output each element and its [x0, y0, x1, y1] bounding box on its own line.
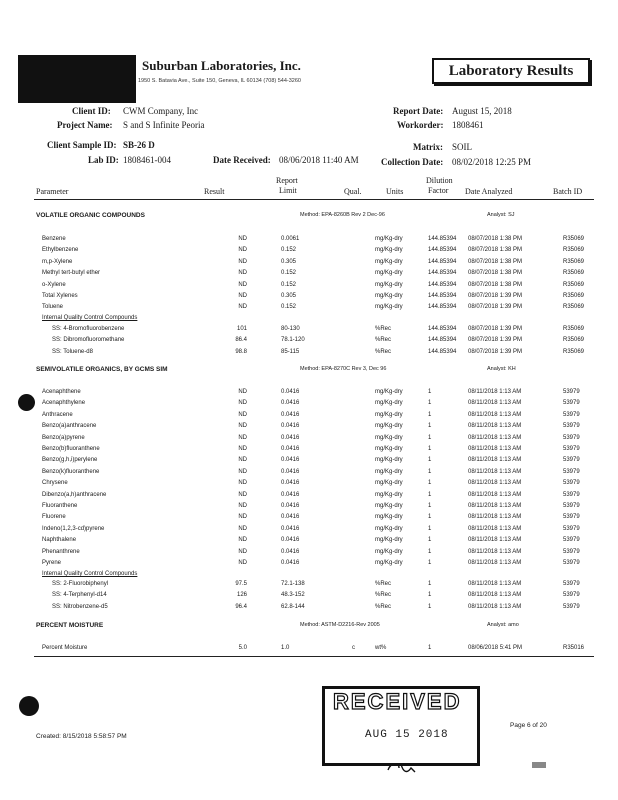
limit-cell: 0.305	[281, 258, 297, 265]
limit-cell: 0.152	[281, 247, 297, 254]
units-cell: mg/Kg-dry	[375, 548, 403, 555]
parameter-cell: Toluene	[42, 304, 64, 311]
parameter-cell: Anthracene	[42, 411, 73, 418]
table-row	[0, 604, 618, 613]
section-analyst: Analyst: SJ	[487, 212, 515, 218]
factor-cell: 1	[428, 503, 432, 509]
limit-cell: 0.0416	[281, 525, 300, 532]
parameter-cell: Pyrene	[42, 560, 62, 566]
batch-cell: 53979	[563, 592, 580, 599]
date-cell: 08/11/2018 1:13 AM	[468, 446, 522, 452]
table-row	[0, 549, 618, 558]
limit-cell: 0.0416	[281, 468, 300, 475]
factor-cell: 144.85394	[428, 348, 457, 355]
parameter-cell: SS: 2-Fluorobiphenyl	[52, 581, 109, 587]
batch-cell: 53979	[563, 400, 580, 407]
date-received-label: Date Received:	[213, 155, 271, 165]
factor-cell: 1	[428, 400, 432, 407]
client-sample-id-value: SB-26 D	[123, 140, 155, 150]
batch-cell: R35069	[563, 337, 585, 344]
date-cell: 08/07/2018 1:39 PM	[468, 337, 523, 344]
result-cell: 97.5	[235, 581, 247, 587]
result-cell: ND	[238, 400, 247, 407]
client-sample-id-label: Client Sample ID:	[47, 140, 117, 150]
table-row	[0, 270, 618, 279]
table-row	[0, 349, 618, 358]
parameter-cell: Chrysene	[42, 480, 68, 487]
batch-cell: R35069	[563, 270, 585, 277]
batch-cell: R35069	[563, 247, 585, 254]
units-cell: %Rec	[375, 348, 392, 355]
limit-cell: 72.1-138	[281, 581, 305, 587]
limit-cell: 62.8-144	[281, 603, 305, 610]
batch-cell: 53979	[563, 446, 580, 452]
col-parameter: Parameter	[36, 187, 69, 196]
table-row	[0, 423, 618, 432]
units-cell: wt%	[375, 645, 387, 651]
section-method: Method: ASTM-D2216-Rev 2005	[300, 622, 380, 628]
lab-name: Suburban Laboratories, Inc.	[142, 58, 301, 73]
factor-cell: 144.85394	[428, 258, 457, 265]
date-cell: 08/11/2018 1:13 AM	[468, 603, 522, 610]
section-analyst: Analyst: amo	[487, 622, 519, 628]
parameter-cell: Total Xylenes	[42, 293, 78, 299]
qual-cell: c	[352, 645, 355, 651]
units-cell: mg/Kg-dry	[375, 503, 403, 509]
parameter-cell: Benzo(k)fluoranthene	[42, 468, 100, 475]
project-name-label: Project Name:	[57, 120, 113, 130]
parameter-cell: Benzene	[42, 236, 66, 242]
batch-cell: 53979	[563, 603, 580, 610]
factor-cell: 144.85394	[428, 293, 457, 299]
parameter-cell: Dibenzo(a,h)anthracene	[42, 491, 107, 498]
batch-cell: 53979	[563, 480, 580, 487]
parameter-cell: Percent Moisture	[42, 645, 88, 651]
limit-cell: 0.0061	[281, 236, 300, 242]
limit-cell: 0.0416	[281, 400, 300, 407]
result-cell: 101	[236, 326, 247, 332]
collection-date-label: Collection Date:	[381, 157, 444, 167]
table-row	[0, 560, 618, 569]
result-cell: ND	[238, 503, 247, 509]
parameter-cell: Naphthalene	[42, 537, 77, 544]
units-cell: %Rec	[375, 326, 392, 332]
matrix-value: SOIL	[452, 142, 472, 152]
date-received-value: 08/06/2018 11:40 AM	[279, 155, 359, 165]
parameter-cell: Acenaphthene	[42, 389, 81, 395]
received-stamp	[322, 686, 480, 766]
units-cell: mg/Kg-dry	[375, 258, 403, 265]
scan-mark	[532, 762, 546, 768]
table-row	[0, 457, 618, 466]
result-cell: ND	[238, 457, 247, 464]
matrix-label: Matrix:	[413, 142, 443, 152]
units-cell: mg/Kg-dry	[375, 247, 403, 254]
factor-cell: 1	[428, 434, 432, 441]
section-title: SEMIVOLATILE ORGANICS, BY GCMS SIM	[36, 366, 168, 373]
limit-cell: 0.0416	[281, 514, 300, 521]
table-row	[0, 412, 618, 421]
units-cell: mg/Kg-dry	[375, 423, 403, 430]
limit-cell: 0.0416	[281, 423, 300, 430]
factor-cell: 1	[428, 603, 432, 610]
factor-cell: 1	[428, 581, 432, 587]
factor-cell: 144.85394	[428, 337, 457, 344]
parameter-cell: Methyl tert-butyl ether	[42, 270, 101, 277]
result-cell: ND	[238, 468, 247, 475]
table-row	[0, 503, 618, 512]
limit-cell: 0.0416	[281, 457, 300, 464]
workorder-label: Workorder:	[397, 120, 444, 130]
result-cell: ND	[238, 247, 247, 254]
date-cell: 08/06/2018 5:41 PM	[468, 645, 523, 651]
date-cell: 08/11/2018 1:13 AM	[468, 581, 522, 587]
parameter-cell: Ethylbenzene	[42, 247, 79, 254]
section-method: Method: EPA-8260B Rev 2 Dec-96	[300, 212, 385, 218]
factor-cell: 1	[428, 525, 432, 532]
units-cell: %Rec	[375, 592, 392, 599]
project-name-value: S and S Infinite Peoria	[123, 120, 205, 130]
table-row	[0, 400, 618, 409]
section-analyst: Analyst: KH	[487, 366, 516, 372]
result-cell: 5.0	[238, 645, 247, 651]
date-cell: 08/07/2018 1:39 PM	[468, 304, 523, 311]
table-row	[0, 326, 618, 335]
date-cell: 08/07/2018 1:38 PM	[468, 247, 523, 254]
parameter-cell: Benzo(b)fluoranthene	[42, 446, 100, 452]
result-cell: ND	[238, 525, 247, 532]
factor-cell: 144.85394	[428, 247, 457, 254]
lab-id-label: Lab ID:	[88, 155, 119, 165]
result-cell: 98.8	[235, 348, 247, 355]
table-row	[0, 480, 618, 489]
result-cell: ND	[238, 270, 247, 277]
batch-cell: 53979	[563, 491, 580, 498]
date-cell: 08/11/2018 1:13 AM	[468, 411, 522, 418]
limit-cell: 85-115	[281, 348, 300, 355]
batch-cell: 53979	[563, 503, 580, 509]
result-cell: ND	[238, 446, 247, 452]
limit-cell: 80-130	[281, 326, 300, 332]
table-row	[0, 293, 618, 302]
section-title: PERCENT MOISTURE	[36, 622, 104, 629]
date-cell: 08/11/2018 1:13 AM	[468, 592, 522, 599]
date-cell: 08/07/2018 1:38 PM	[468, 270, 523, 277]
table-row	[0, 526, 618, 535]
date-cell: 08/11/2018 1:13 AM	[468, 434, 522, 441]
parameter-cell: Indeno(1,2,3-cd)pyrene	[42, 525, 105, 532]
units-cell: %Rec	[375, 603, 392, 610]
batch-cell: R35069	[563, 348, 585, 355]
workorder-value: 1808461	[452, 120, 484, 130]
units-cell: mg/Kg-dry	[375, 411, 403, 418]
batch-cell: 53979	[563, 537, 580, 544]
section-method: Method: EPA-8270C Rev 3, Dec 96	[300, 366, 387, 372]
limit-cell: 1.0	[281, 645, 290, 651]
punch-hole-mark	[19, 696, 39, 716]
units-cell: mg/Kg-dry	[375, 525, 403, 532]
date-cell: 08/07/2018 1:38 PM	[468, 281, 523, 288]
units-cell: mg/Kg-dry	[375, 457, 403, 464]
batch-cell: R35016	[563, 645, 585, 651]
table-row	[0, 537, 618, 546]
limit-cell: 0.0416	[281, 560, 300, 566]
col-result: Result	[204, 187, 225, 196]
date-cell: 08/07/2018 1:39 PM	[468, 326, 523, 332]
units-cell: mg/Kg-dry	[375, 446, 403, 452]
date-cell: 08/11/2018 1:13 AM	[468, 537, 522, 544]
factor-cell: 144.85394	[428, 270, 457, 277]
result-cell: ND	[238, 560, 247, 566]
result-cell: ND	[238, 281, 247, 288]
batch-cell: R35069	[563, 304, 585, 311]
parameter-cell: m,p-Xylene	[42, 258, 73, 265]
limit-cell: 0.0416	[281, 446, 300, 452]
result-cell: ND	[238, 236, 247, 242]
parameter-cell: Acenaphthylene	[42, 400, 86, 407]
result-cell: ND	[238, 480, 247, 487]
limit-cell: 0.0416	[281, 480, 300, 487]
factor-cell: 144.85394	[428, 326, 457, 332]
punch-hole-mark	[18, 394, 35, 411]
date-cell: 08/11/2018 1:13 AM	[468, 400, 522, 407]
batch-cell: R35069	[563, 236, 585, 242]
date-cell: 08/11/2018 1:13 AM	[468, 560, 522, 566]
units-cell: mg/Kg-dry	[375, 560, 403, 566]
date-cell: 08/07/2018 1:39 PM	[468, 293, 523, 299]
limit-cell: 0.152	[281, 304, 297, 311]
factor-cell: 1	[428, 537, 432, 544]
factor-cell: 1	[428, 446, 432, 452]
date-cell: 08/11/2018 1:13 AM	[468, 389, 522, 395]
batch-cell: 53979	[563, 548, 580, 555]
date-cell: 08/11/2018 1:13 AM	[468, 525, 522, 532]
parameter-cell: SS: Dibromofluoromethane	[52, 337, 125, 344]
col-report-limit-1: Report	[276, 176, 298, 185]
limit-cell: 0.0416	[281, 389, 300, 395]
factor-cell: 1	[428, 560, 432, 566]
batch-cell: 53979	[563, 525, 580, 532]
batch-cell: 53979	[563, 468, 580, 475]
factor-cell: 1	[428, 411, 432, 418]
limit-cell: 48.3-152	[281, 592, 305, 599]
col-dilution-1: Dilution	[426, 176, 453, 185]
limit-cell: 0.0416	[281, 503, 300, 509]
factor-cell: 1	[428, 457, 432, 464]
batch-cell: R35069	[563, 281, 585, 288]
report-date-label: Report Date:	[393, 106, 444, 116]
result-cell: ND	[238, 434, 247, 441]
table-row	[0, 514, 618, 523]
limit-cell: 0.305	[281, 293, 297, 299]
table-row	[0, 492, 618, 501]
limit-cell: 0.0416	[281, 411, 300, 418]
factor-cell: 1	[428, 480, 432, 487]
parameter-cell: SS: 4-Bromofluorobenzene	[52, 326, 125, 332]
date-cell: 08/11/2018 1:13 AM	[468, 457, 522, 464]
factor-cell: 1	[428, 514, 432, 521]
batch-cell: 53979	[563, 411, 580, 418]
batch-cell: 53979	[563, 457, 580, 464]
parameter-cell: Benzo(g,h,i)perylene	[42, 457, 98, 464]
factor-cell: 1	[428, 468, 432, 475]
parameter-cell: SS: Nitrobenzene-d5	[52, 603, 108, 610]
header-divider	[34, 199, 594, 200]
parameter-cell: Phenanthrene	[42, 548, 80, 555]
result-cell: ND	[238, 389, 247, 395]
batch-cell: R35069	[563, 326, 585, 332]
initials-signature	[385, 760, 425, 776]
col-report-limit-2: Limit	[279, 186, 297, 195]
lab-logo	[18, 55, 136, 103]
factor-cell: 1	[428, 548, 432, 555]
client-id-value: CWM Company, Inc	[123, 106, 199, 116]
batch-cell: 53979	[563, 434, 580, 441]
col-date-analyzed: Date Analyzed	[465, 187, 513, 196]
parameter-cell: Fluorene	[42, 514, 66, 521]
factor-cell: 144.85394	[428, 281, 457, 288]
lab-address: 1950 S. Batavia Ave., Suite 150, Geneva, IL 60134 (708) 544-3260	[138, 78, 301, 84]
date-cell: 08/11/2018 1:13 AM	[468, 548, 522, 555]
created-timestamp: Created: 8/15/2018 5:58:57 PM	[36, 733, 127, 740]
lab-id-value: 1808461-004	[123, 155, 171, 165]
factor-cell: 1	[428, 389, 432, 395]
table-row	[0, 645, 618, 654]
units-cell: mg/Kg-dry	[375, 270, 403, 277]
batch-cell: 53979	[563, 389, 580, 395]
table-row	[0, 435, 618, 444]
parameter-cell: Benzo(a)pyrene	[42, 434, 85, 441]
result-cell: 96.4	[235, 603, 247, 610]
units-cell: mg/Kg-dry	[375, 304, 403, 311]
result-cell: ND	[238, 423, 247, 430]
units-cell: mg/Kg-dry	[375, 514, 403, 521]
factor-cell: 1	[428, 592, 432, 599]
date-cell: 08/11/2018 1:13 AM	[468, 514, 522, 521]
collection-date-value: 08/02/2018 12:25 PM	[452, 157, 532, 167]
table-row	[0, 259, 618, 268]
date-cell: 08/11/2018 1:13 AM	[468, 480, 522, 487]
result-cell: ND	[238, 293, 247, 299]
batch-cell: 53979	[563, 560, 580, 566]
batch-cell: 53979	[563, 514, 580, 521]
col-units: Units	[386, 187, 404, 196]
parameter-cell: SS: Toluene-d8	[52, 348, 93, 355]
report-date-value: August 15, 2018	[452, 106, 512, 116]
units-cell: mg/Kg-dry	[375, 491, 403, 498]
limit-cell: 0.0416	[281, 537, 300, 544]
result-cell: ND	[238, 514, 247, 521]
units-cell: mg/Kg-dry	[375, 537, 403, 544]
table-row	[0, 282, 618, 291]
result-cell: 86.4	[235, 337, 247, 344]
result-cell: ND	[238, 411, 247, 418]
factor-cell: 144.85394	[428, 236, 457, 242]
batch-cell: R35069	[563, 293, 585, 299]
units-cell: mg/Kg-dry	[375, 434, 403, 441]
col-qual: Qual.	[344, 187, 362, 196]
col-dilution-2: Factor	[428, 186, 449, 195]
table-row	[0, 304, 618, 313]
table-row	[0, 389, 618, 398]
limit-cell: 0.0416	[281, 491, 300, 498]
units-cell: %Rec	[375, 581, 392, 587]
report-title: Laboratory Results	[432, 58, 590, 84]
date-cell: 08/07/2018 1:38 PM	[468, 258, 523, 265]
batch-cell: R35069	[563, 258, 585, 265]
stamp-word: RECEIVED	[333, 689, 462, 714]
units-cell: mg/Kg-dry	[375, 468, 403, 475]
limit-cell: 0.0416	[281, 434, 300, 441]
units-cell: %Rec	[375, 337, 392, 344]
stamp-date: AUG 15 2018	[365, 729, 449, 741]
client-id-label: Client ID:	[72, 106, 111, 116]
parameter-cell: Benzo(a)anthracene	[42, 423, 97, 430]
limit-cell: 0.152	[281, 281, 297, 288]
limit-cell: 0.152	[281, 270, 297, 277]
units-cell: mg/Kg-dry	[375, 236, 403, 242]
table-row	[0, 446, 618, 455]
factor-cell: 1	[428, 423, 432, 430]
result-cell: ND	[238, 258, 247, 265]
date-cell: 08/11/2018 1:13 AM	[468, 491, 522, 498]
batch-cell: 53979	[563, 423, 580, 430]
table-row	[0, 469, 618, 478]
qc-title: Internal Quality Control Compounds	[42, 315, 138, 321]
result-cell: ND	[238, 537, 247, 544]
limit-cell: 0.0416	[281, 548, 300, 555]
units-cell: mg/Kg-dry	[375, 281, 403, 288]
factor-cell: 144.85394	[428, 304, 457, 311]
table-row	[0, 337, 618, 346]
table-row	[0, 581, 618, 590]
date-cell: 08/07/2018 1:38 PM	[468, 236, 523, 242]
col-batch-id: Batch ID	[553, 187, 583, 196]
date-cell: 08/11/2018 1:13 AM	[468, 503, 522, 509]
limit-cell: 78.1-120	[281, 337, 305, 344]
page-number: Page 6 of 20	[510, 722, 547, 729]
units-cell: mg/Kg-dry	[375, 480, 403, 487]
result-cell: ND	[238, 304, 247, 311]
parameter-cell: SS: 4-Terphenyl-d14	[52, 592, 107, 599]
table-row	[0, 247, 618, 256]
table-row	[0, 592, 618, 601]
date-cell: 08/07/2018 1:39 PM	[468, 348, 523, 355]
qc-title: Internal Quality Control Compounds	[42, 571, 138, 577]
factor-cell: 1	[428, 645, 432, 651]
footer-divider	[34, 656, 594, 657]
parameter-cell: o-Xylene	[42, 281, 66, 288]
result-cell: 126	[236, 592, 247, 599]
date-cell: 08/11/2018 1:13 AM	[468, 468, 522, 475]
result-cell: ND	[238, 548, 247, 555]
parameter-cell: Fluoranthene	[42, 503, 78, 509]
table-row	[0, 236, 618, 245]
units-cell: mg/Kg-dry	[375, 293, 403, 299]
units-cell: mg/Kg-dry	[375, 400, 403, 407]
batch-cell: 53979	[563, 581, 580, 587]
section-title: VOLATILE ORGANIC COMPOUNDS	[36, 212, 145, 219]
date-cell: 08/11/2018 1:13 AM	[468, 423, 522, 430]
units-cell: mg/Kg-dry	[375, 389, 403, 395]
factor-cell: 1	[428, 491, 432, 498]
result-cell: ND	[238, 491, 247, 498]
